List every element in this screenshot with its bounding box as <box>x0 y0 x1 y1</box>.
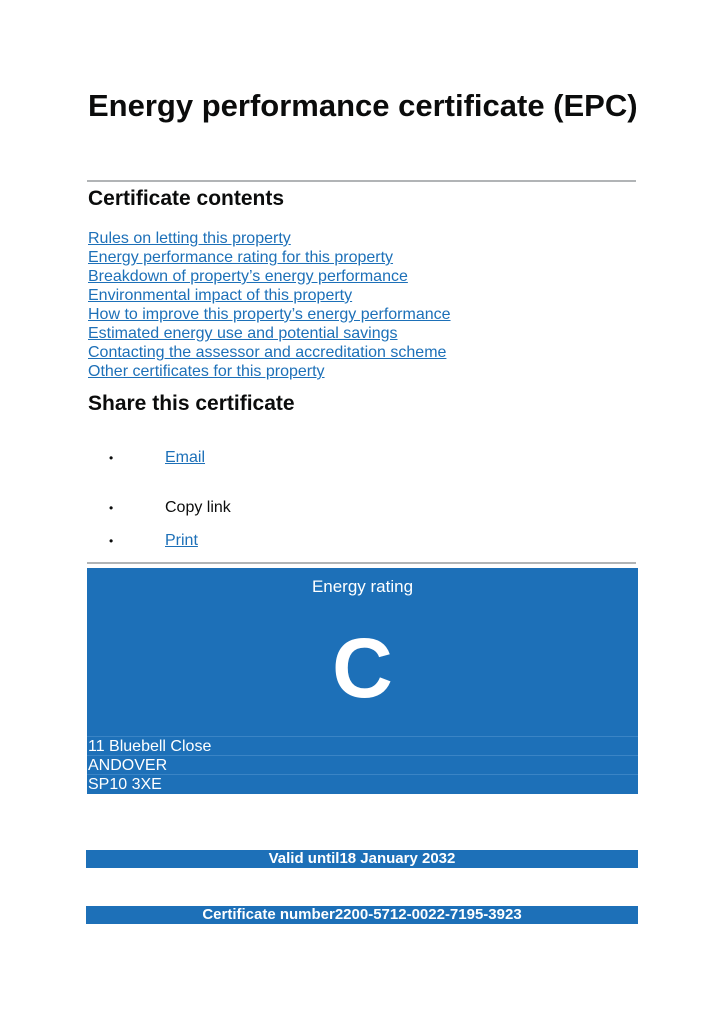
contents-list <box>88 229 451 381</box>
link-energy-rating[interactable]: Energy performance rating for this property <box>88 249 394 266</box>
print-link[interactable]: Print <box>165 532 198 549</box>
contents-item <box>88 305 451 324</box>
link-environmental-impact[interactable]: Environmental impact of this property <box>88 287 353 304</box>
valid-until-banner: Valid until18 January 2032 <box>86 850 638 868</box>
certificate-number-banner: Certificate number2200-5712-0022-7195-3923 <box>86 906 638 924</box>
contents-item <box>88 267 451 286</box>
contents-item <box>88 324 451 343</box>
link-estimated-energy-use[interactable]: Estimated energy use and potential savings <box>88 325 398 342</box>
contents-item <box>88 362 451 381</box>
link-breakdown[interactable]: Breakdown of property’s energy performance <box>88 268 408 285</box>
link-other-certificates[interactable]: Other certificates for this property <box>88 363 325 380</box>
contents-item <box>88 248 451 267</box>
bullet-icon: • <box>109 501 114 515</box>
email-link[interactable]: Email <box>165 449 206 466</box>
copy-link-button[interactable]: Copy link <box>165 499 231 516</box>
share-item-print <box>0 531 400 551</box>
link-rules-on-letting[interactable]: Rules on letting this property <box>88 230 291 247</box>
address-line-2: ANDOVER <box>87 755 638 774</box>
address-line-1: 11 Bluebell Close <box>87 736 638 755</box>
page-title: Energy performance certificate (EPC) <box>88 88 638 123</box>
contents-item <box>88 229 451 248</box>
link-how-to-improve[interactable]: How to improve this property’s energy performance <box>88 306 451 323</box>
share-heading: Share this certificate <box>88 392 295 415</box>
contents-item <box>88 343 451 362</box>
address-line-3: SP10 3XE <box>87 774 638 793</box>
energy-rating-label: Energy rating <box>311 577 414 596</box>
link-contacting-assessor[interactable]: Contacting the assessor and accreditation scheme <box>88 344 447 361</box>
bullet-icon: • <box>109 534 114 548</box>
section-divider <box>87 562 636 564</box>
section-divider <box>87 180 636 182</box>
contents-item <box>88 286 451 305</box>
energy-rating-letter: C <box>332 621 393 715</box>
share-item-email <box>0 448 400 468</box>
contents-heading: Certificate contents <box>88 187 285 210</box>
share-item-copy <box>0 498 400 518</box>
bullet-icon: • <box>109 451 114 465</box>
